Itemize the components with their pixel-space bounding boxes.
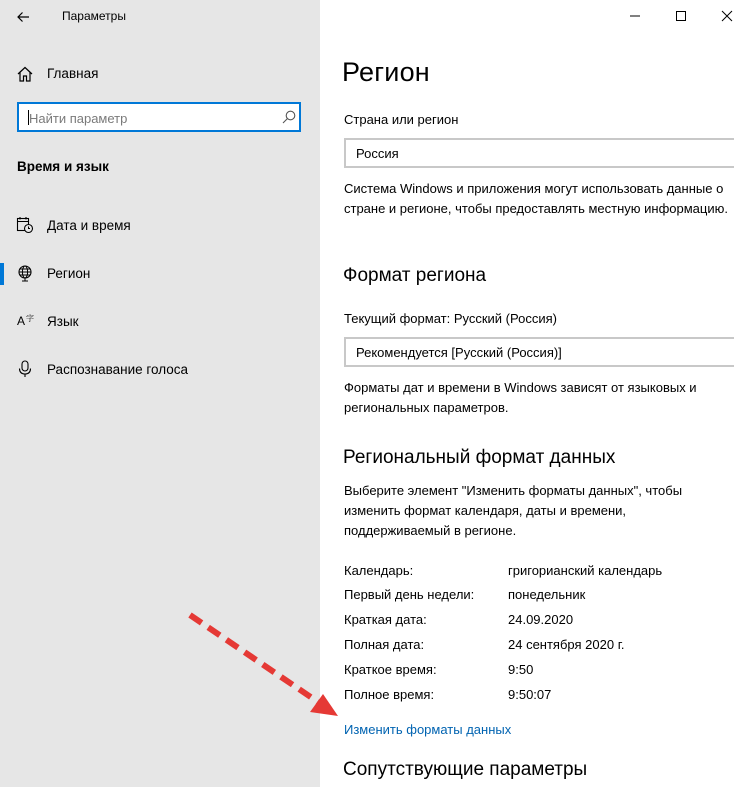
minimize-button[interactable] [612, 0, 658, 32]
language-icon [16, 312, 34, 330]
search-icon[interactable] [281, 109, 297, 125]
country-value: Россия [356, 146, 399, 161]
sidebar-item-speech[interactable] [0, 349, 320, 389]
sidebar-item-language[interactable] [0, 301, 320, 341]
calendar-clock-icon [16, 216, 34, 234]
regional-data-heading: Региональный формат данных [343, 447, 616, 468]
selection-indicator [0, 263, 4, 285]
country-description: Система Windows и приложения могут использовать данные о стране и регионе, чтобы предоставлять местную информацию. [344, 181, 728, 216]
region-format-heading: Формат региона [343, 265, 487, 286]
arrow-left-icon [16, 10, 30, 24]
minimize-icon [629, 10, 641, 22]
sidebar [0, 0, 320, 787]
change-data-formats-link[interactable]: Изменить форматы данных [344, 722, 512, 737]
long-time-key: Полное время: [344, 687, 435, 702]
sidebar-item-home[interactable] [0, 58, 320, 90]
svg-text:A: A [17, 314, 26, 328]
short-time-value: 9:50 [508, 662, 534, 677]
calendar-value: григорианский календарь [508, 563, 663, 578]
region-format-dropdown[interactable] [344, 337, 734, 367]
first-day-key: Первый день недели: [344, 587, 475, 602]
sidebar-item-label: Главная [47, 66, 99, 81]
sidebar-item-region[interactable] [0, 253, 320, 293]
current-format-label: Текущий формат: Русский (Россия) [344, 311, 557, 326]
short-date-key: Краткая дата: [344, 612, 427, 627]
sidebar-item-label: Распознавание голоса [47, 362, 189, 377]
home-icon [16, 65, 34, 83]
sidebar-item-label: Дата и время [47, 218, 131, 233]
microphone-icon [16, 360, 34, 378]
region-format-value: Рекомендуется [Русский (Россия)] [356, 345, 562, 360]
close-button[interactable] [704, 0, 750, 32]
title-bar-left [0, 0, 320, 34]
country-dropdown[interactable] [344, 138, 734, 168]
related-settings-heading: Сопутствующие параметры [343, 759, 588, 780]
maximize-button[interactable] [658, 0, 704, 32]
country-label: Страна или регион [344, 112, 459, 127]
regional-data-description: Выберите элемент "Изменить форматы данных", чтобы изменить формат календаря, даты и времени, поддерживаемый в регионе. [344, 483, 683, 538]
short-time-key: Краткое время: [344, 662, 437, 677]
search-input[interactable] [27, 104, 281, 132]
section-title: Время и язык [17, 159, 109, 174]
globe-icon [16, 264, 34, 282]
long-time-value: 9:50:07 [508, 687, 552, 702]
page-title: Регион [342, 57, 430, 87]
content-pane [320, 0, 750, 787]
sidebar-item-date-time[interactable] [0, 205, 320, 245]
back-button[interactable] [8, 4, 38, 30]
calendar-key: Календарь: [344, 563, 414, 578]
long-date-key: Полная дата: [344, 637, 425, 652]
sidebar-item-label: Язык [47, 314, 79, 329]
format-description: Форматы дат и времени в Windows зависят от языковых и региональных параметров. [344, 380, 697, 415]
long-date-value: 24 сентября 2020 г. [508, 637, 625, 652]
app-title: Параметры [62, 9, 126, 23]
first-day-value: понедельник [508, 587, 586, 602]
short-date-value: 24.09.2020 [508, 612, 574, 627]
close-icon [721, 10, 733, 22]
search-box[interactable] [17, 102, 301, 132]
svg-text:字: 字 [26, 314, 34, 323]
sidebar-item-label: Регион [47, 266, 91, 281]
maximize-icon [675, 10, 687, 22]
